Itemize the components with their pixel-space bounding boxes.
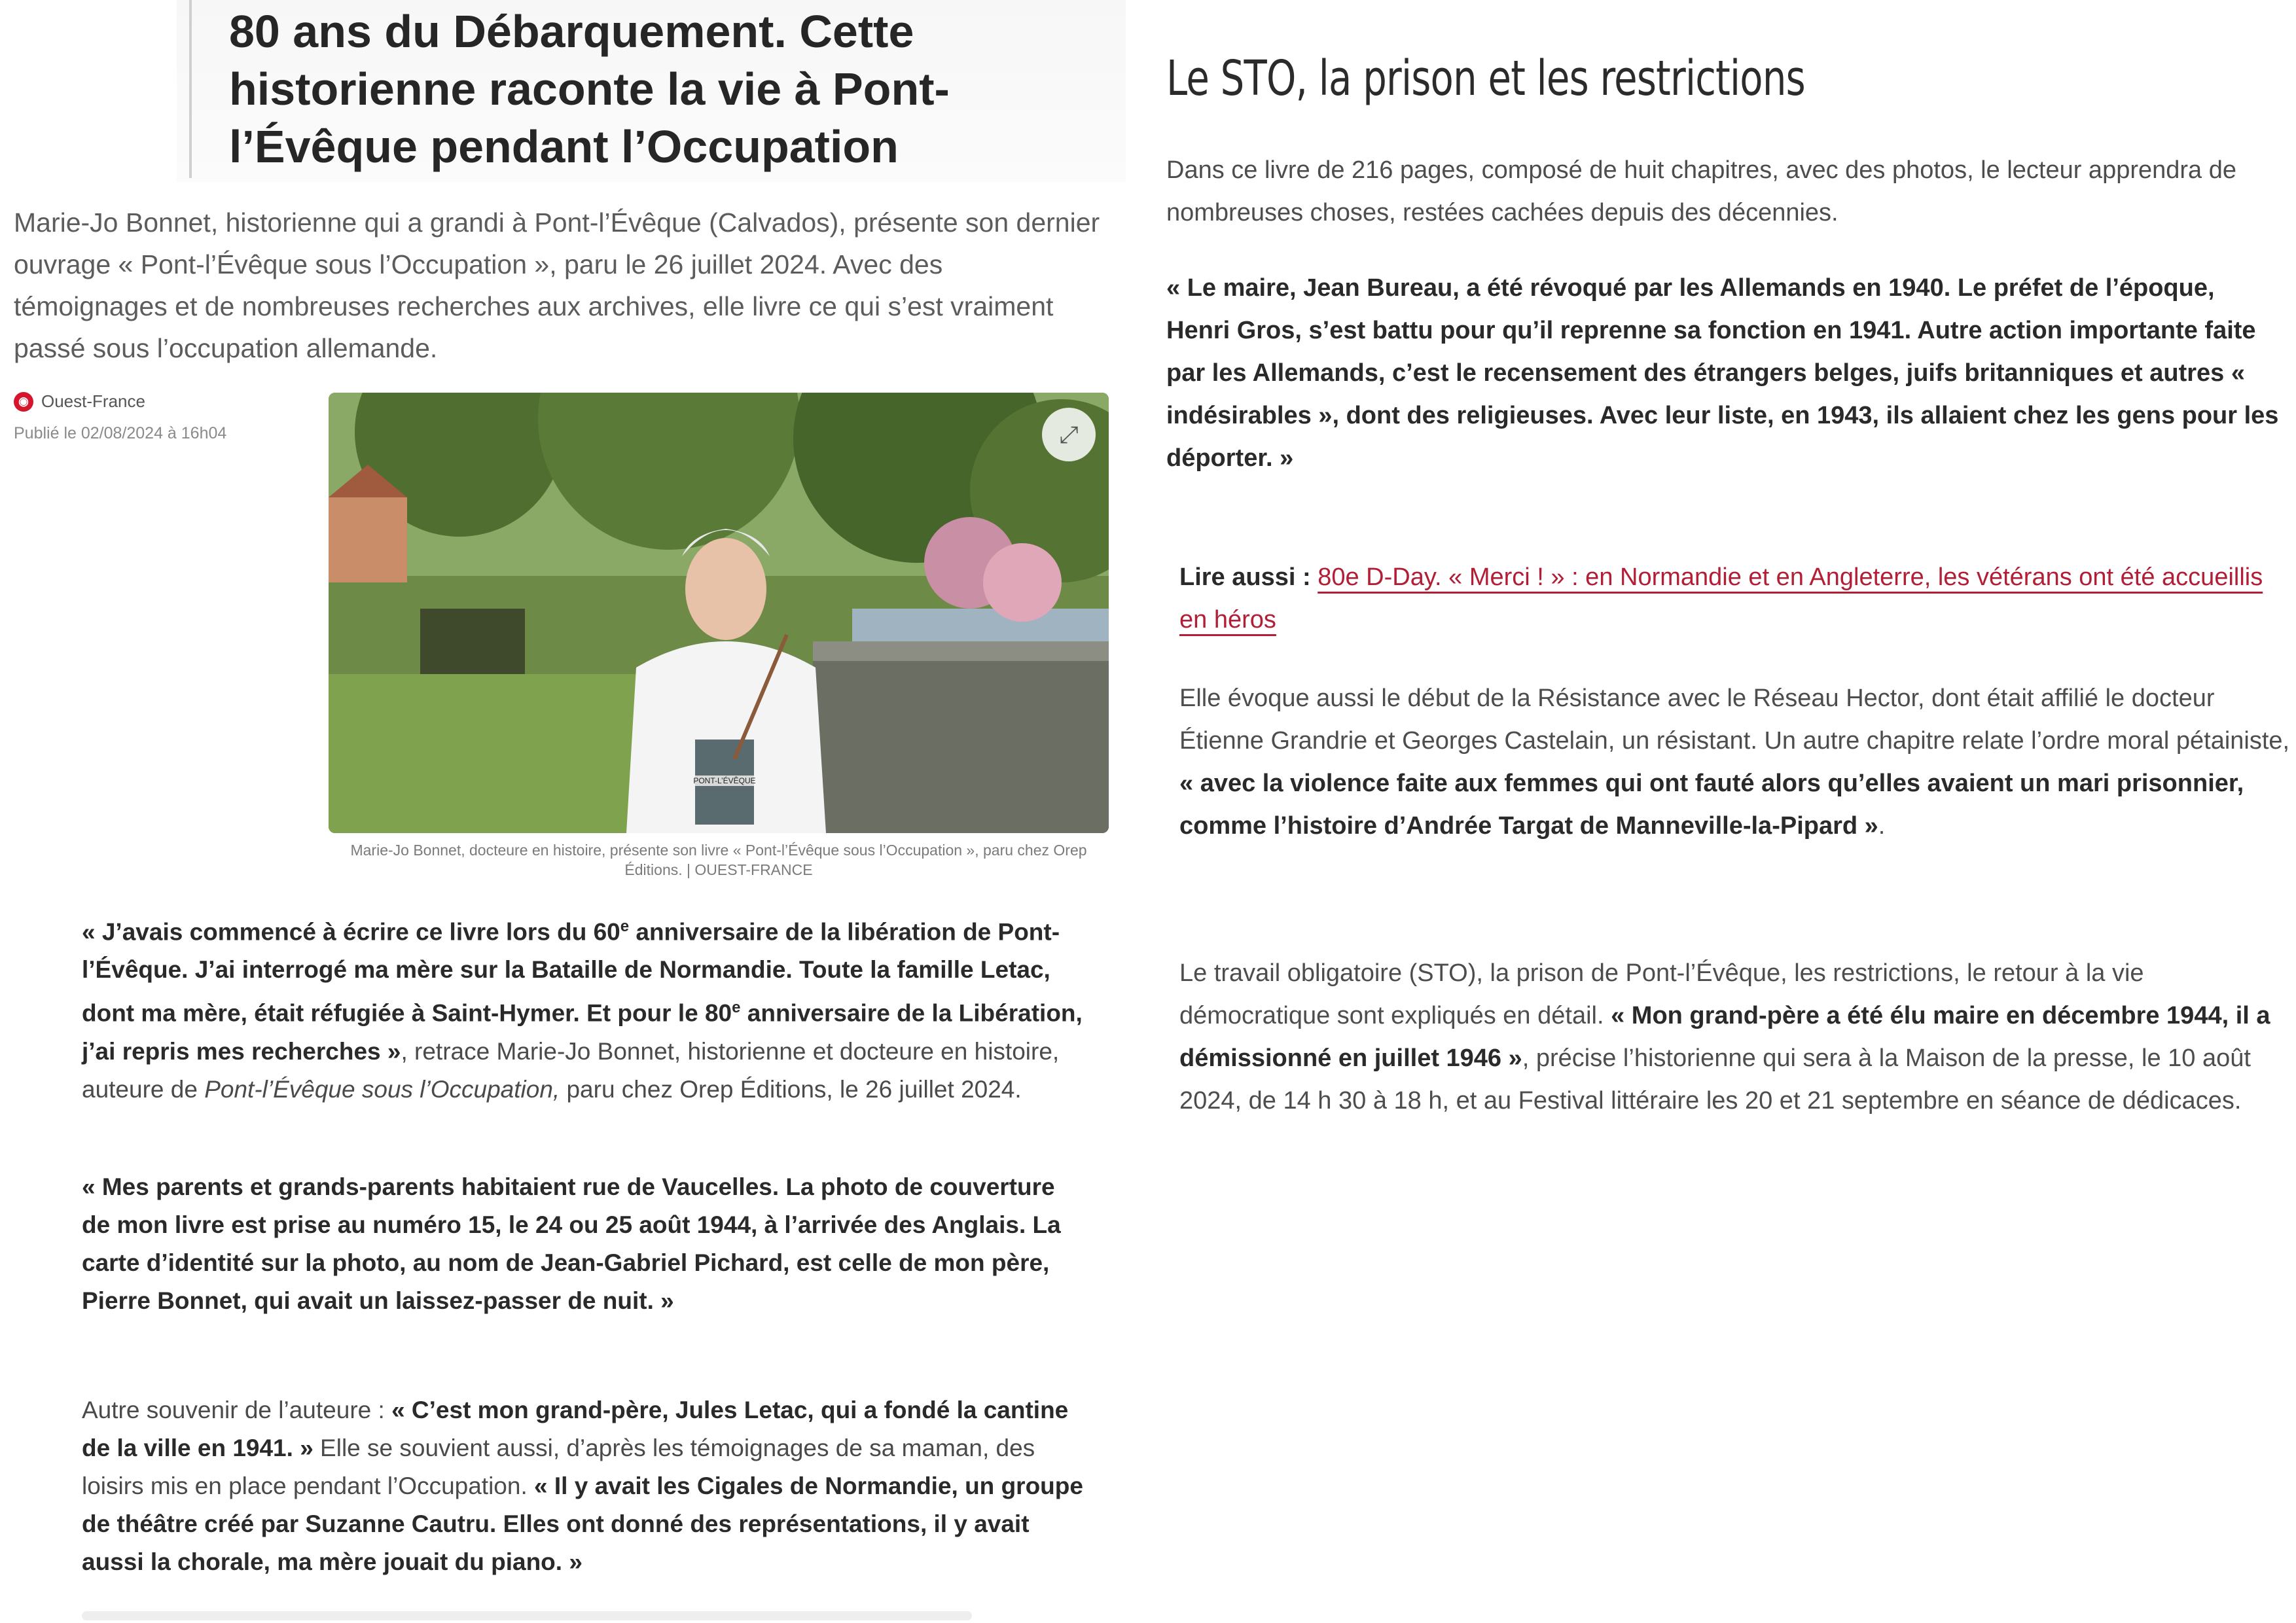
title-rule — [189, 0, 192, 178]
quote-3b: « Il y avait les Cigales de Normandie, un groupe de théâtre créé par Suzanne Cautru. Elles ont donné des représentations, il y avait aussi la chorale, ma mère jouait du piano. » — [82, 1472, 1083, 1575]
ouest-france-logo-icon: ◉ — [14, 392, 33, 412]
article-lead: Marie-Jo Bonnet, historienne qui a grandi à Pont-l’Évêque (Calvados), présente son dernier ouvrage « Pont-l’Évêque sous l’Occupation », paru le 26 juillet 2024. Avec des témoignages et de nombreuses recherches aux archives, elle livre ce qui s’est vraiment passé sous l’occupation allemande. — [14, 207, 1100, 363]
quote-1a: « J’avais commencé à écrire ce livre lors du 60 — [82, 918, 620, 946]
quote-1b: anniversaire de la libération de Pont-l’Évêque. J’ai interrogé ma mère sur la Bataille de Normandie. Toute la famille Letac, dont ma mère, était réfugiée à Saint-Hymer. Et pour le 80 — [82, 918, 1060, 1027]
paragraph-2 — [82, 1168, 1083, 1320]
expand-photo-button[interactable] — [1042, 408, 1096, 461]
quote-3a: « C’est mon grand-père, Jules Letac, qui a fondé la cantine de la ville en 1941. » — [82, 1397, 1069, 1461]
text-3a: Autre souvenir de l’auteure : — [82, 1397, 392, 1423]
text-1a: , retrace Marie-Jo Bonnet, historienne et docteure en histoire, auteure de — [82, 1037, 1060, 1103]
article-title: 80 ans du Débarquement. Cette historienne raconte la vie à Pont-l’Évêque pendant l’Occupation — [229, 6, 950, 172]
article-photo[interactable] — [329, 393, 1109, 833]
source-line[interactable] — [14, 391, 145, 412]
sup-2: e — [732, 999, 741, 1017]
photo-caption: Marie-Jo Bonnet, docteure en histoire, présente son livre « Pont-l’Évêque sous l’Occupation », paru chez Orep Éditions. | OUEST-FRANCE — [350, 842, 1087, 878]
expand-icon: ⤢ — [1059, 420, 1079, 448]
right-paragraph-2 — [1166, 267, 2279, 480]
text-r5b: , précise l’historienne qui sera à la Maison de la presse, le 10 août 2024, de 14 h 30 à 18 h, et au Festival littéraire les 20 et 21 septembre en séance de dédicaces. — [1179, 1044, 2251, 1115]
text-1b: paru chez Orep Éditions, le 26 juillet 2024. — [560, 1075, 1022, 1103]
section-title: Le STO, la prison et les restrictions — [1166, 50, 1805, 107]
paragraph-3 — [82, 1391, 1083, 1581]
text-r5a: Le travail obligatoire (STO), la prison de Pont-l’Évêque, les restrictions, le retour à la vie démocratique sont expliqués en détail. — [1179, 959, 2144, 1029]
quote-2: « Mes parents et grands-parents habitaient rue de Vaucelles. La photo de couverture de mon livre est prise au numéro 15, le 24 ou 25 août 1944, à l’arrivée des Anglais. La carte d’identité sur la photo, au nom de Jean-Gabriel Pichard, est celle de mon père, Pierre Bonnet, qui avait un laissez-passer de nuit. » — [82, 1173, 1061, 1314]
right-paragraph-1: Dans ce livre de 216 pages, composé de huit chapitres, avec des photos, le lecteur apprendra de nombreuses choses, restées cachées depuis des décennies. — [1166, 156, 2237, 226]
book-title: Pont-l’Évêque sous l’Occupation, — [204, 1075, 560, 1103]
photo-book-label: PONT-L’ÉVÊQUE — [693, 776, 756, 785]
sup-1: e — [620, 918, 630, 935]
quote-1c: anniversaire de la Libération, j’ai repris mes recherches » — [82, 999, 1083, 1065]
text-r4-end: . — [1878, 812, 1886, 840]
quote-r5: « Mon grand-père a été élu maire en décembre 1944, il a démissionné en juillet 1946 » — [1179, 1002, 2270, 1072]
publication-date: Publié le 02/08/2024 à 16h04 — [14, 424, 227, 442]
read-also — [1179, 556, 2292, 641]
read-also-label: Lire aussi : — [1179, 563, 1318, 591]
source-name[interactable]: Ouest-France — [41, 391, 145, 411]
quote-r4: « avec la violence faite aux femmes qui ont fauté alors qu’elles avaient un mari prisonnier, comme l’histoire d’Andrée Targat de Manneville-la-Pipard » — [1179, 770, 2244, 840]
text-r4: Elle évoque aussi le début de la Résistance avec le Réseau Hector, dont était affilié le docteur Étienne Grandrie et Georges Castelain, un résistant. Un autre chapitre relate l’ordre moral pétainiste, — [1179, 685, 2290, 755]
quote-r2: « Le maire, Jean Bureau, a été révoqué par les Allemands en 1940. Le préfet de l’époque, Henri Gros, s’est battu pour qu’il reprenne sa fonction en 1941. Autre action importante faite par les Allemands, c’est le recensement des étrangers belges, juifs britanniques et autres « indésirables », dont des religieuses. Avec leur liste, en 1943, ils allaient chez les gens pour les déporter. » — [1166, 274, 2279, 472]
truncated-text-line — [82, 1611, 972, 1620]
read-also-link[interactable]: 80e D-Day. « Merci ! » : en Normandie et en Angleterre, les vétérans ont été accueillis en héros — [1179, 563, 2263, 633]
text-3b: Elle se souvient aussi, d’après les témoignages de sa maman, des loisirs mis en place pendant l’Occupation. — [82, 1435, 1035, 1499]
paragraph-1 — [82, 908, 1083, 1109]
left-article-column — [0, 0, 1129, 1623]
right-paragraph-4 — [1179, 677, 2292, 847]
right-paragraph-5 — [1179, 952, 2292, 1122]
photo-illustration — [329, 393, 1109, 833]
right-article-column — [1129, 0, 2296, 1623]
